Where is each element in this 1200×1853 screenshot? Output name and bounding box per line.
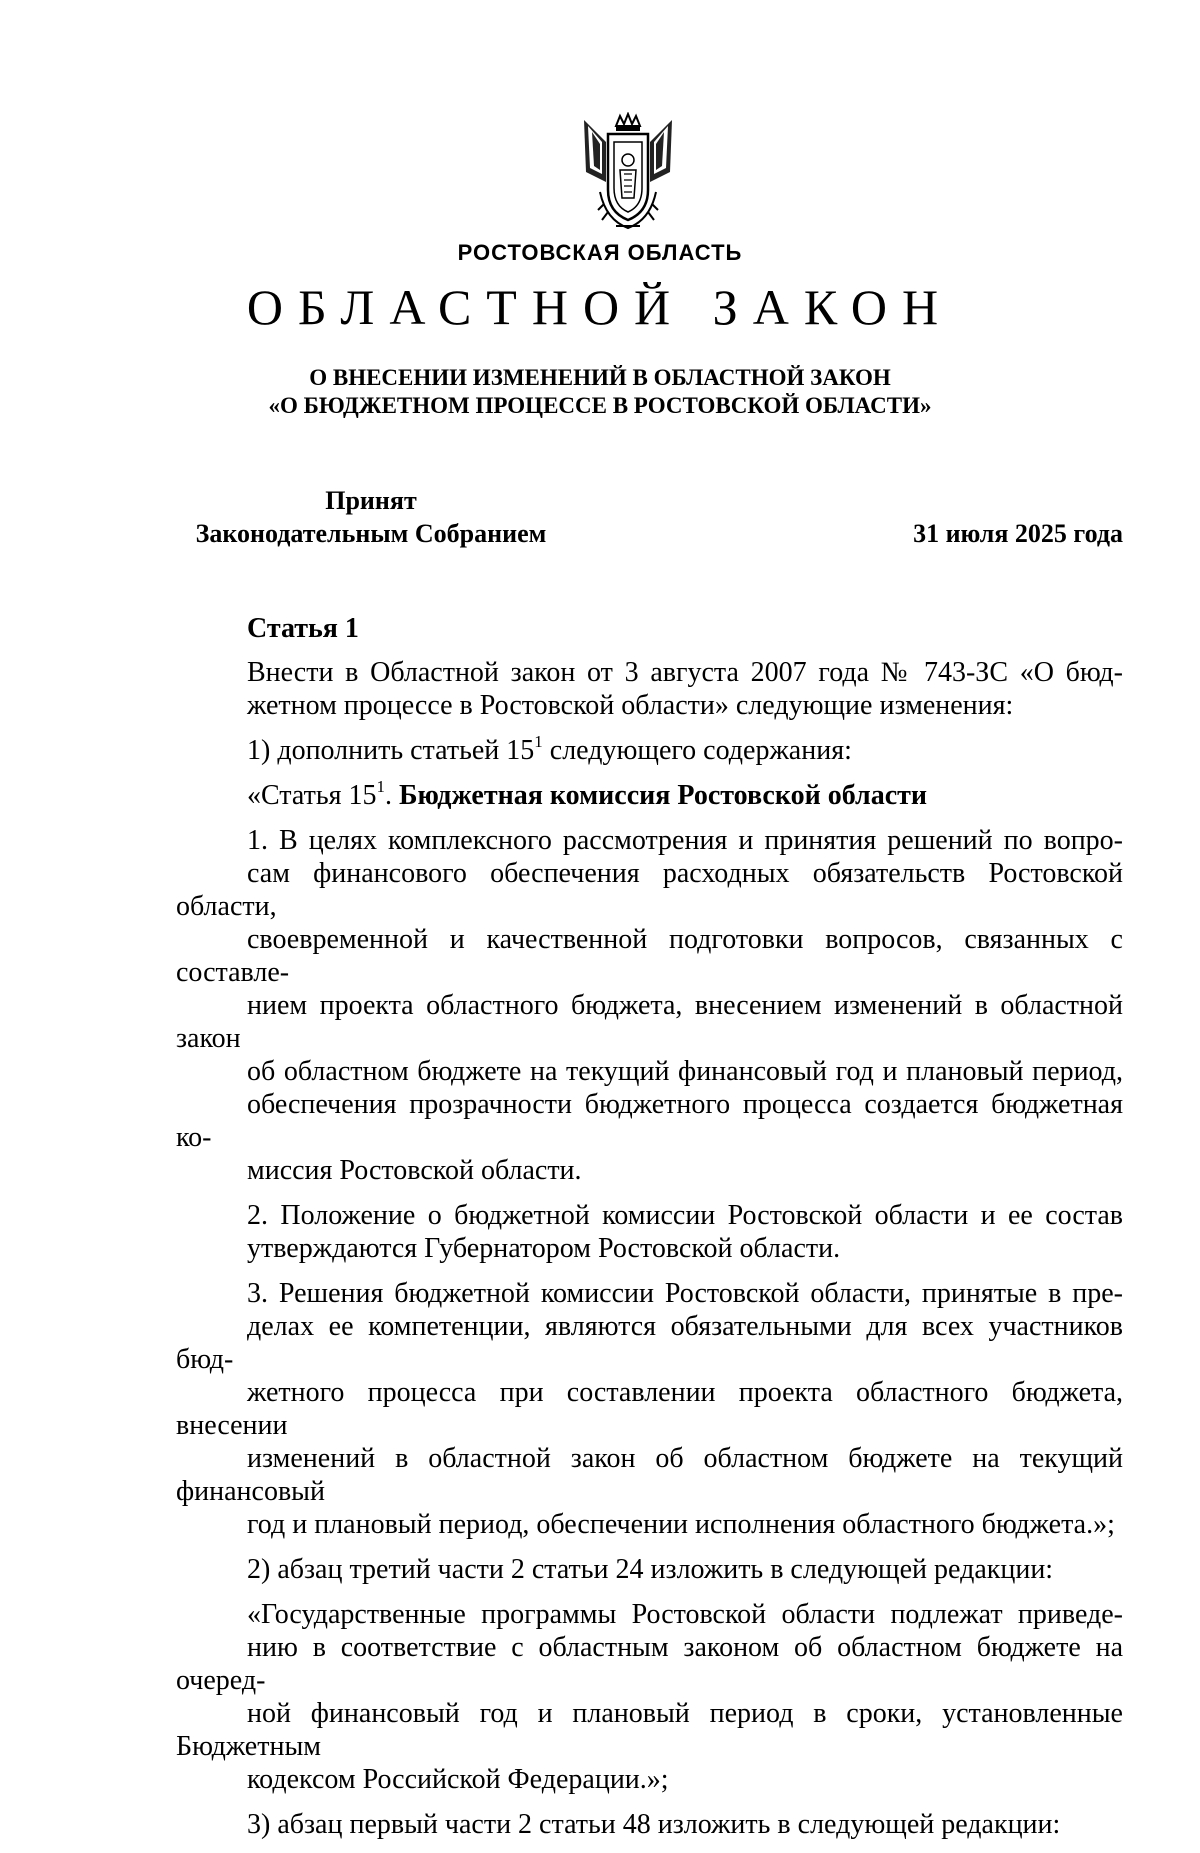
text-line: миссия Ростовской области. xyxy=(247,1155,582,1186)
text-line: 3) абзац первый части 2 статьи 48 изложить в следующей редакции: xyxy=(247,1809,1061,1840)
adoption-block xyxy=(176,484,566,550)
paragraph-2 xyxy=(176,1199,1123,1265)
adoption-date: 31 июля 2025 года xyxy=(913,519,1123,548)
text-line: год и плановый период, обеспечении исполнения областного бюджета.»; xyxy=(247,1509,1115,1540)
text-line: своевременной и качественной подготовки вопросов, связанных с составле- xyxy=(176,924,1123,988)
article-heading: Статья 1 xyxy=(247,613,359,644)
text-line: 2) абзац третий части 2 статьи 24 изложить в следующей редакции: xyxy=(247,1554,1054,1585)
new-article-heading xyxy=(176,776,1123,812)
superscript: 1 xyxy=(534,731,543,751)
region-name: РОСТОВСКАЯ ОБЛАСТЬ xyxy=(457,240,743,265)
text-line: Внести в Областной закон от 3 августа 2007 года № 743-ЗС «О бюд- xyxy=(247,657,1123,688)
text-line: «Государственные программы Ростовской области подлежат приведе- xyxy=(247,1599,1123,1630)
paragraph-item-3 xyxy=(176,1808,1123,1841)
paragraph-3 xyxy=(176,1277,1123,1541)
text-line: изменений в областной закон об областном бюджете на текущий финансовый xyxy=(176,1443,1123,1507)
text-span: . xyxy=(384,780,399,811)
text-line: 1. В целях комплексного рассмотрения и принятия решений по вопро- xyxy=(247,825,1123,856)
law-title xyxy=(0,364,1200,420)
text-line: жетном процессе в Ростовской области» следующие изменения: xyxy=(247,690,1014,721)
document-type-heading: ОБЛАСТНОЙ ЗАКОН xyxy=(246,279,954,335)
text-line: 3. Решения бюджетной комиссии Ростовской области, принятые в пре- xyxy=(247,1278,1123,1309)
paragraph-intro xyxy=(176,656,1123,722)
text-line: ной финансовый год и плановый период в сроки, установленные Бюджетным xyxy=(176,1698,1123,1762)
coat-of-arms-emblem xyxy=(576,112,680,234)
adoption-line: Принят xyxy=(325,486,417,515)
superscript: 1 xyxy=(376,776,385,796)
law-title-line: О ВНЕСЕНИИ ИЗМЕНЕНИЙ В ОБЛАСТНОЙ ЗАКОН xyxy=(309,365,891,390)
text-line: делах ее компетенции, являются обязательными для всех участников бюд- xyxy=(176,1311,1123,1375)
paragraph-item-2 xyxy=(176,1553,1123,1586)
text-line: утверждаются Губернатором Ростовской области. xyxy=(247,1233,841,1264)
paragraph-item-1 xyxy=(176,731,1123,767)
text-line: об областном бюджете на текущий финансовый год и плановый период, xyxy=(247,1056,1123,1087)
paragraph-1 xyxy=(176,824,1123,1187)
text-line: сам финансового обеспечения расходных обязательств Ростовской области, xyxy=(176,858,1123,922)
text-span: следующего содержания: xyxy=(542,735,852,766)
paragraph-quote-2 xyxy=(176,1598,1123,1796)
text-line: кодексом Российской Федерации.»; xyxy=(247,1764,669,1795)
text-span: 1) дополнить статьей 15 xyxy=(247,735,535,766)
text-line: жетного процесса при составлении проекта областного бюджета, внесении xyxy=(176,1377,1123,1441)
law-title-line: «О БЮДЖЕТНОМ ПРОЦЕССЕ В РОСТОВСКОЙ ОБЛАСТИ» xyxy=(268,393,932,418)
new-article-title: Бюджетная комиссия Ростовской области xyxy=(398,780,928,811)
text-line: нием проекта областного бюджета, внесением изменений в областной закон xyxy=(176,990,1123,1054)
text-line: обеспечения прозрачности бюджетного процесса создается бюджетная ко- xyxy=(176,1089,1123,1153)
text-line: нию в соответствие с областным законом об областном бюджете на очеред- xyxy=(176,1632,1123,1696)
adoption-line: Законодательным Собранием xyxy=(195,519,547,548)
text-line: 2. Положение о бюджетной комиссии Ростовской области и ее состав xyxy=(247,1200,1123,1231)
text-span: «Статья 15 xyxy=(247,780,377,811)
document-body xyxy=(176,612,1123,1853)
